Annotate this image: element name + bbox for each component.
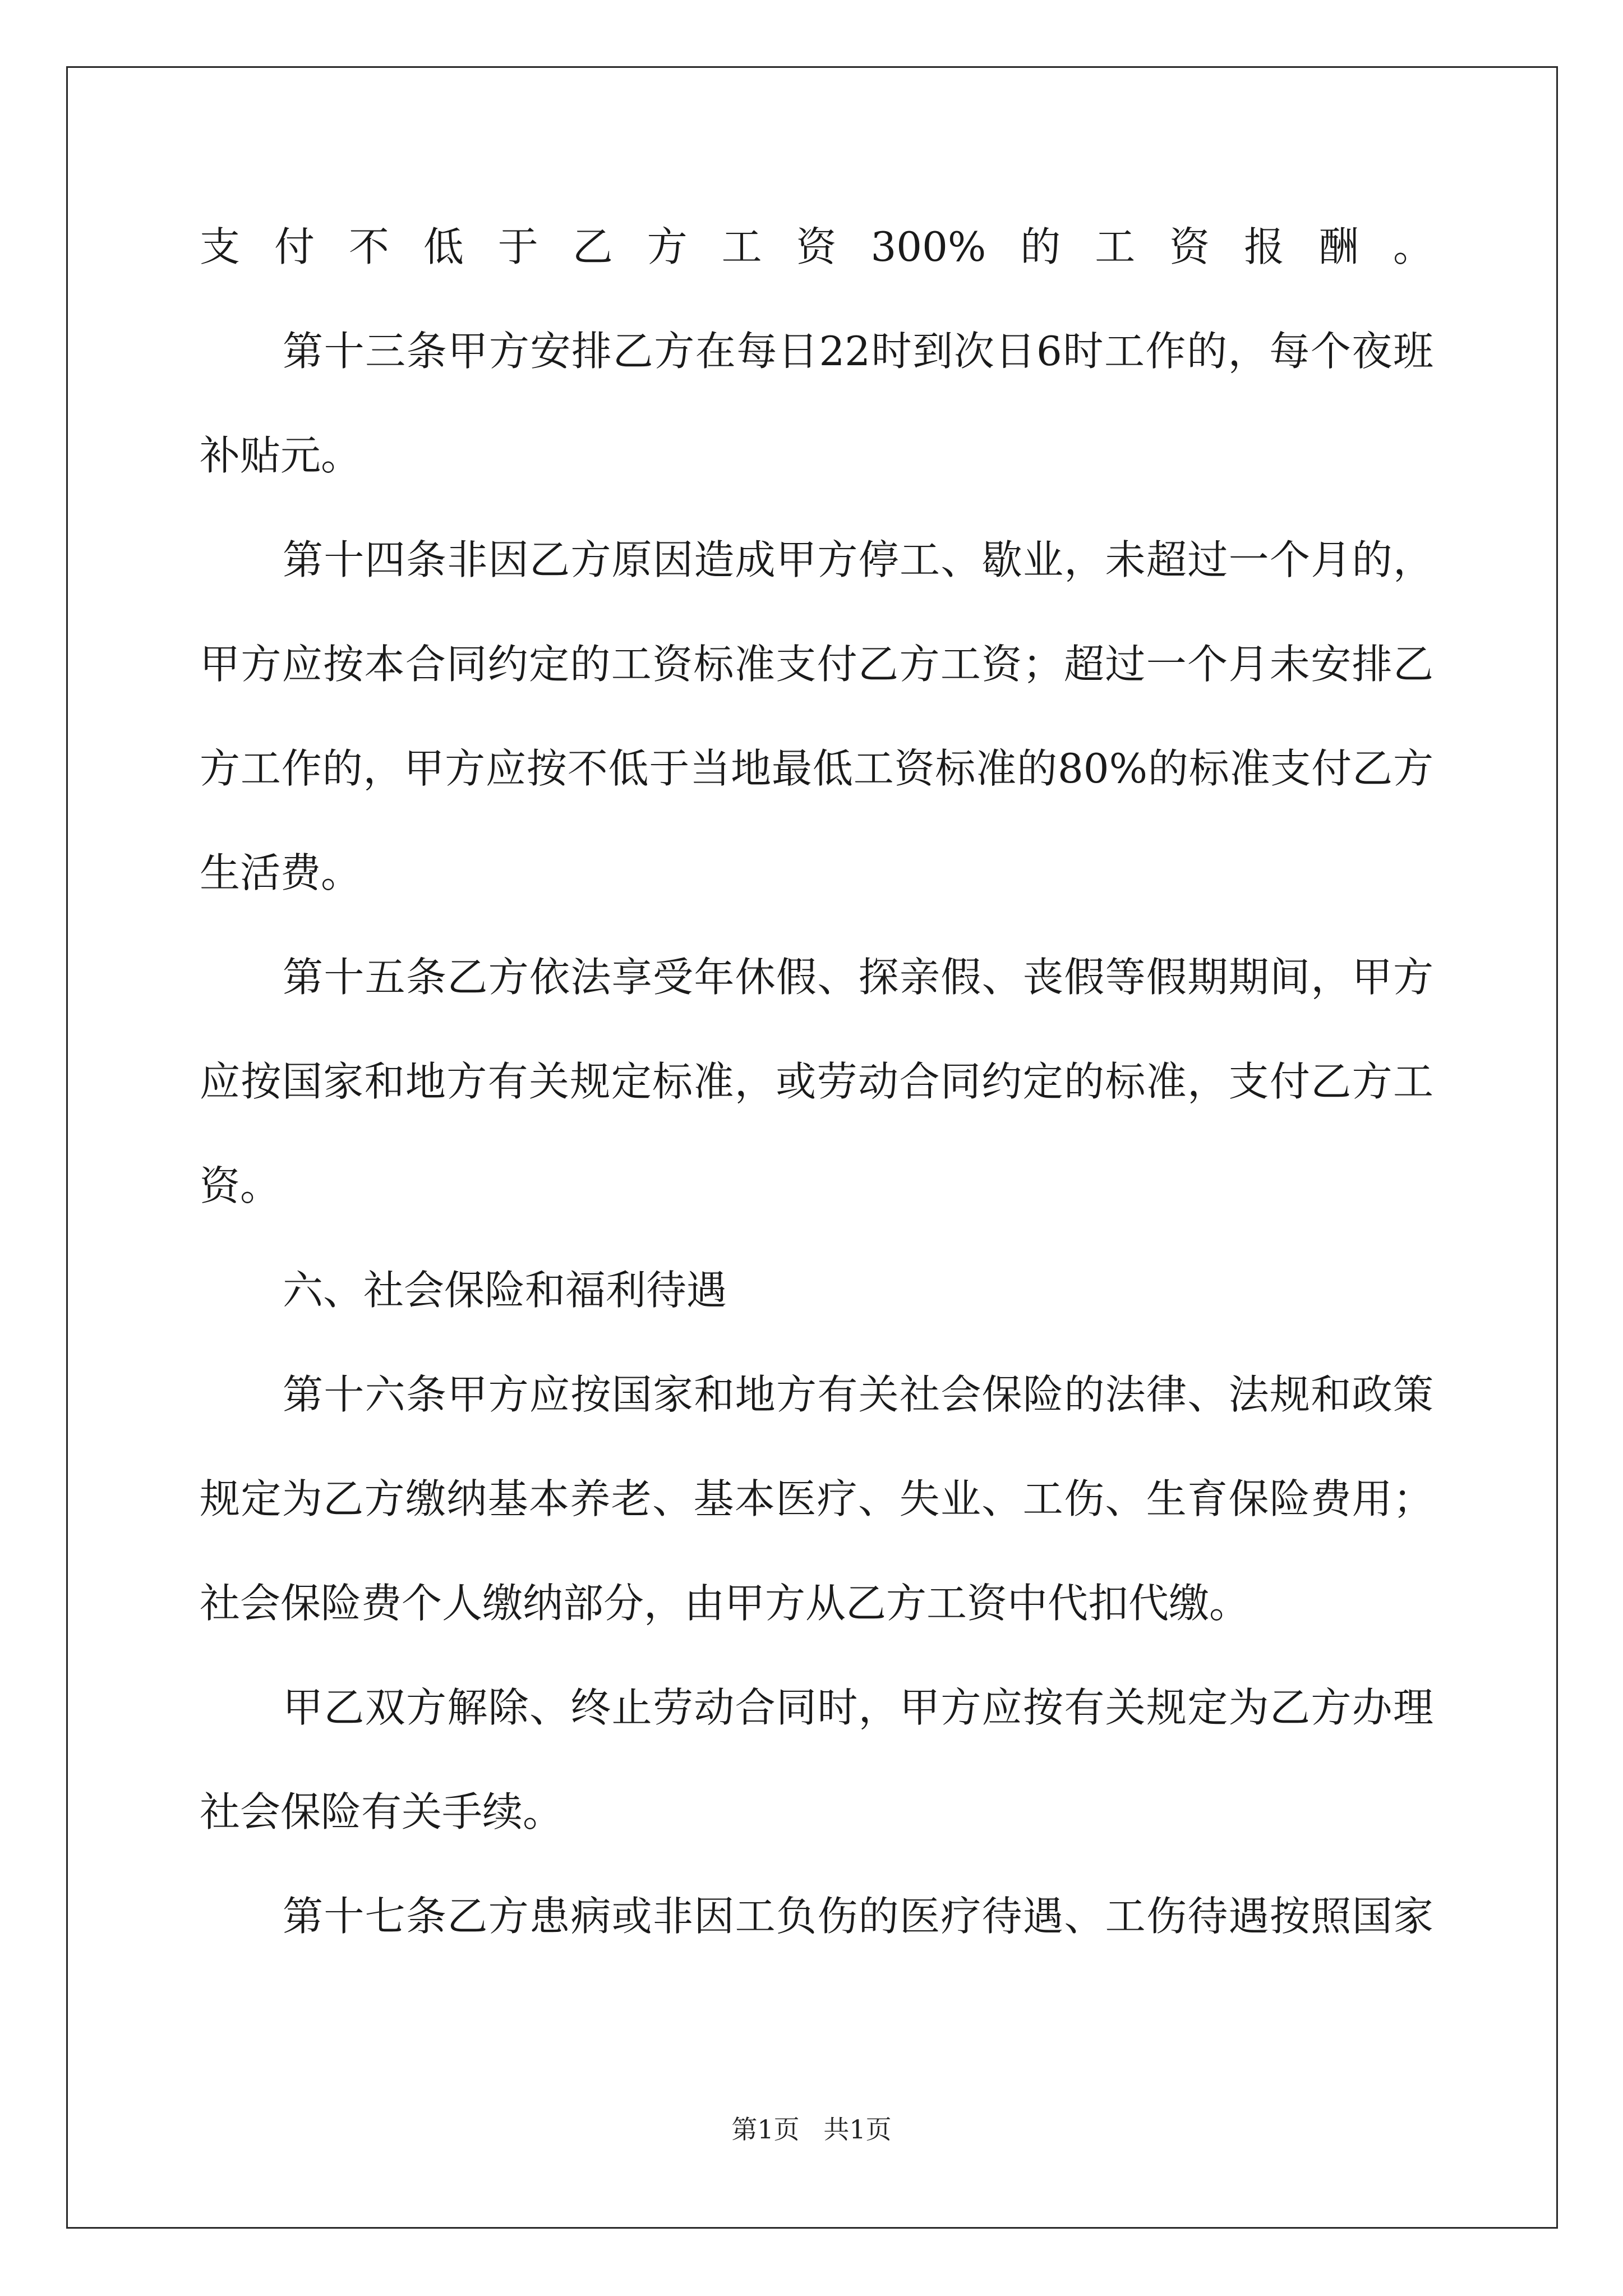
paragraph-line: 规定为乙方缴纳基本养老、基本医疗、失业、工伤、生育保险费用； (200, 1475, 1433, 1522)
paragraph-line: 第十六条甲方应按国家和地方有关社会保险的法律、法规和政策 (283, 1371, 1433, 1418)
paragraph-line: 生活费。 (200, 849, 362, 896)
paragraph-line: 第十三条甲方安排乙方在每日22时到次日6时工作的，每个夜班 (283, 328, 1433, 375)
page-footer (0, 2109, 1623, 2146)
paragraph-line: 支付不低于乙方工资300%的工资报酬。 (200, 223, 1433, 270)
paragraph-line: 甲乙双方解除、终止劳动合同时，甲方应按有关规定为乙方办理 (283, 1684, 1433, 1731)
paragraph-line: 第十五条乙方依法享受年休假、探亲假、丧假等假期期间，甲方 (283, 954, 1433, 1001)
paragraph-line: 甲方应按本合同约定的工资标准支付乙方工资；超过一个月未安排乙 (200, 641, 1433, 688)
paragraph-line: 资。 (200, 1162, 281, 1209)
page-number-current: 第1页 (731, 2114, 800, 2145)
section-heading: 六、社会保险和福利待遇 (283, 1267, 727, 1314)
paragraph-line: 第十四条非因乙方原因造成甲方停工、歇业，未超过一个月的， (283, 536, 1433, 583)
paragraph-line: 应按国家和地方有关规定标准，或劳动合同约定的标准，支付乙方工 (200, 1058, 1433, 1105)
page-number-total: 共1页 (823, 2114, 892, 2145)
paragraph-line: 方工作的，甲方应按不低于当地最低工资标准的80%的标准支付乙方 (200, 745, 1433, 792)
paragraph-line: 补贴元。 (200, 432, 362, 479)
paragraph-line: 第十七条乙方患病或非因工负伤的医疗待遇、工伤待遇按照国家 (283, 1893, 1433, 1940)
paragraph-line: 社会保险有关手续。 (200, 1788, 564, 1835)
paragraph-line: 社会保险费个人缴纳部分，由甲方从乙方工资中代扣代缴。 (200, 1580, 1250, 1627)
